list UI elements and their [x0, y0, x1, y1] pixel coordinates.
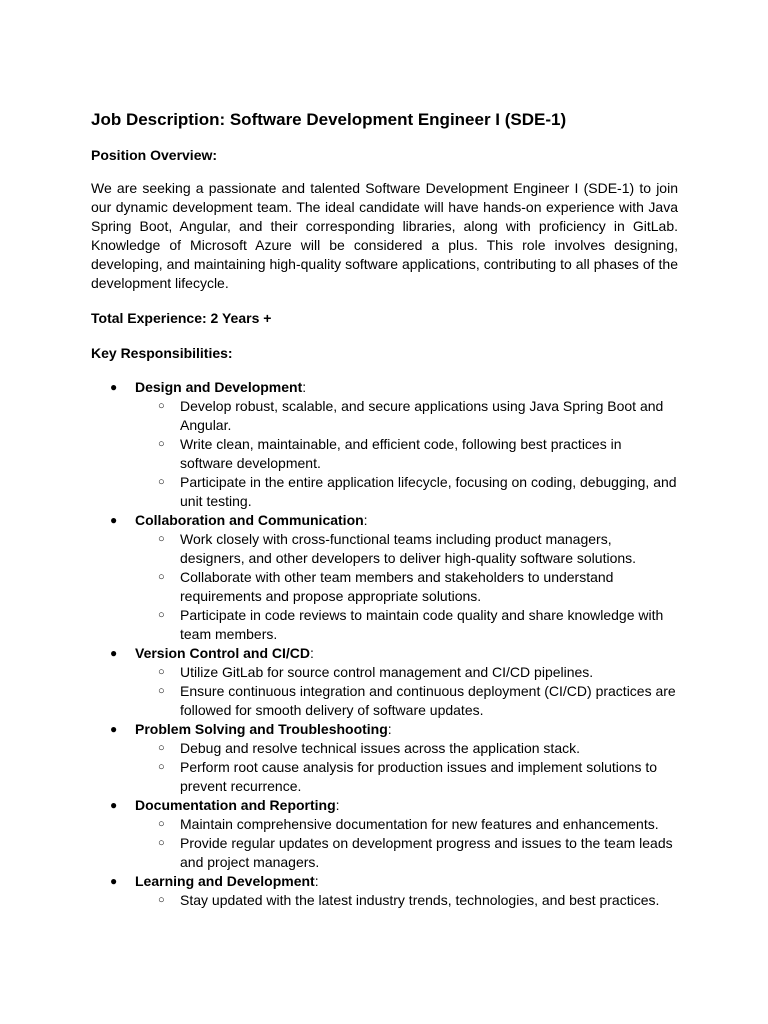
responsibility-detail-text: Participate in code reviews to maintain code quality and share knowledge with team members.: [180, 607, 664, 642]
responsibility-detail-text: Participate in the entire application lifecycle, focusing on coding, debugging, and unit testing.: [180, 474, 677, 509]
responsibility-sub-list: [135, 397, 678, 511]
responsibility-detail: [135, 397, 678, 435]
responsibility-sub-list: [135, 663, 678, 720]
responsibility-detail-text: Write clean, maintainable, and efficient code, following best practices in software development.: [180, 436, 622, 471]
responsibility-item: [91, 720, 678, 796]
circle-bullet-icon: ○: [158, 571, 165, 583]
bullet-icon: ●: [110, 874, 118, 888]
responsibility-label: Learning and Development: [135, 873, 315, 889]
circle-bullet-icon: ○: [158, 685, 165, 697]
bullet-icon: ●: [110, 380, 118, 394]
responsibility-detail: [135, 815, 678, 834]
responsibility-detail-text: Debug and resolve technical issues across the application stack.: [180, 740, 580, 756]
responsibility-item: [91, 872, 678, 910]
position-overview-text: We are seeking a passionate and talented Software Development Engineer I (SDE-1) to join our dynamic development team. The ideal candidate will have hands-on experience with Java Spring Boot, Angular, and their corresponding libraries, along with proficiency in GitLab. Knowledge of Microsoft Azure will be considered a plus. This role involves designing, developing, and maintaining high-quality software applications, contributing to all phases of the development lifecycle.: [91, 180, 678, 291]
document-page: [91, 108, 678, 910]
responsibility-colon: :: [302, 379, 307, 395]
responsibility-colon: :: [310, 645, 314, 661]
key-responsibilities-heading: Key Responsibilities:: [91, 345, 233, 361]
circle-bullet-icon: ○: [158, 837, 165, 849]
circle-bullet-icon: ○: [158, 533, 165, 545]
responsibility-colon: :: [387, 721, 392, 737]
responsibility-label: Design and Development: [135, 379, 303, 395]
responsibility-detail: [135, 663, 678, 682]
responsibility-detail: [135, 758, 678, 796]
responsibility-item: [91, 378, 678, 511]
circle-bullet-icon: ○: [158, 761, 165, 773]
responsibility-sub-list: [135, 891, 678, 910]
responsibility-detail-text: Develop robust, scalable, and secure applications using Java Spring Boot and Angular.: [180, 398, 664, 433]
document-title: Job Description: Software Development Engineer I (SDE-1): [91, 110, 567, 129]
responsibility-sub-list: [135, 530, 678, 644]
circle-bullet-icon: ○: [158, 438, 165, 450]
bullet-icon: ●: [110, 722, 118, 736]
circle-bullet-icon: ○: [158, 476, 165, 488]
circle-bullet-icon: ○: [158, 894, 165, 906]
responsibility-detail: [135, 891, 678, 910]
responsibility-detail: [135, 834, 678, 872]
responsibility-detail: [135, 606, 678, 644]
circle-bullet-icon: ○: [158, 400, 165, 412]
responsibility-detail-text: Provide regular updates on development progress and issues to the team leads and project managers.: [180, 835, 673, 870]
responsibility-sub-list: [135, 815, 678, 872]
responsibility-label: Collaboration and Communication: [135, 512, 364, 528]
responsibility-detail-text: Maintain comprehensive documentation for new features and enhancements.: [180, 816, 659, 832]
responsibility-label: Documentation and Reporting: [135, 797, 336, 813]
responsibility-colon: :: [314, 873, 319, 889]
responsibility-detail: [135, 530, 678, 568]
bullet-icon: ●: [110, 798, 118, 812]
responsibility-item: [91, 511, 678, 644]
responsibility-detail: [135, 435, 678, 473]
responsibilities-list: [91, 378, 678, 910]
bullet-icon: ●: [110, 646, 118, 660]
responsibility-detail-text: Collaborate with other team members and stakeholders to understand requirements and propose appropriate solutions.: [180, 569, 614, 604]
circle-bullet-icon: ○: [158, 742, 165, 754]
responsibility-label: Problem Solving and Troubleshooting: [135, 721, 388, 737]
responsibility-detail-text: Ensure continuous integration and continuous deployment (CI/CD) practices are followed for smooth delivery of software updates.: [180, 683, 676, 718]
responsibility-colon: :: [363, 512, 368, 528]
responsibility-sub-list: [135, 739, 678, 796]
circle-bullet-icon: ○: [158, 609, 165, 621]
bullet-icon: ●: [110, 513, 118, 527]
responsibility-detail: [135, 682, 678, 720]
position-overview-heading: Position Overview:: [91, 147, 218, 163]
responsibility-detail-text: Stay updated with the latest industry trends, technologies, and best practices.: [180, 892, 660, 908]
circle-bullet-icon: ○: [158, 666, 165, 678]
responsibility-detail: [135, 473, 678, 511]
responsibility-colon: :: [335, 797, 340, 813]
responsibility-item: [91, 796, 678, 872]
responsibility-detail-text: Work closely with cross-functional teams including product managers, designers, and other developers to deliver high-quality software solutions.: [180, 531, 637, 566]
responsibility-detail: [135, 568, 678, 606]
circle-bullet-icon: ○: [158, 818, 165, 830]
responsibility-detail-text: Perform root cause analysis for production issues and implement solutions to prevent recurrence.: [180, 759, 658, 794]
responsibility-detail-text: Utilize GitLab for source control management and CI/CD pipelines.: [180, 664, 594, 680]
responsibility-item: [91, 644, 678, 720]
total-experience: Total Experience: 2 Years +: [91, 310, 272, 326]
responsibility-detail: [135, 739, 678, 758]
responsibility-label: Version Control and CI/CD: [135, 645, 311, 661]
